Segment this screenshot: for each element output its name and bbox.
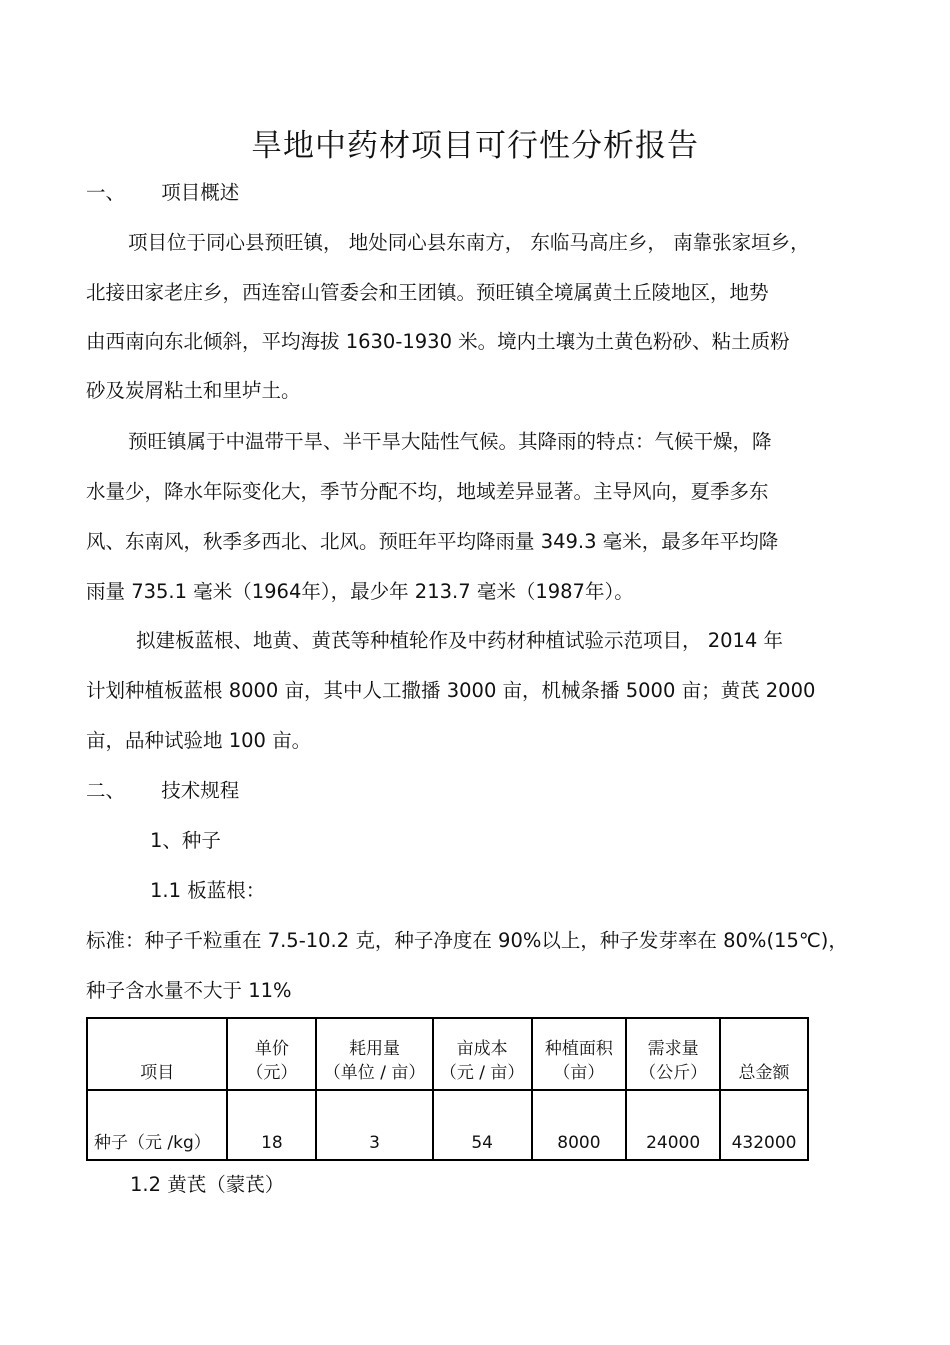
paragraph-line: 项目位于同心县预旺镇， 地处同心县东南方， 东临马高庄乡， 南靠张家垣乡， bbox=[128, 231, 810, 254]
paragraph-line: 拟建板蓝根、地黄、黄芪等种植轮作及中药材种植试验示范项目， 2014 年 bbox=[136, 629, 784, 652]
section-heading-1 bbox=[86, 179, 239, 207]
paragraph-line: 砂及炭屑粘土和里垆土。 bbox=[86, 379, 301, 402]
paragraph-line: 计划种植板蓝根 8000 亩，其中人工撒播 3000 亩，机械条播 5000 亩；黄芪 2000 bbox=[86, 679, 816, 702]
paragraph-line: 风、东南风，秋季多西北、北风。预旺年平均降雨量 349.3 毫米，最多年平均降 bbox=[86, 530, 779, 553]
paragraph-line: 水量少，降水年际变化大，季节分配不均，地域差异显著。主导风向，夏季多东 bbox=[86, 480, 769, 503]
paragraph-line: 预旺镇属于中温带干旱、半干旱大陆性气候。其降雨的特点：气候干燥，降 bbox=[128, 430, 772, 453]
subsection-heading: 1.2 黄芪（蒙芪） bbox=[130, 1173, 285, 1196]
subsection-heading: 1、种子 bbox=[150, 829, 221, 852]
table-header-cell: 总金额 bbox=[720, 1018, 808, 1090]
paragraph-line: 标准：种子千粒重在 7.5-10.2 克，种子净度在 90%以上，种子发芽率在 80%(15℃)， bbox=[86, 929, 848, 952]
table-cell: 8000 bbox=[532, 1090, 627, 1160]
paragraph-line: 北接田家老庄乡，西连窑山管委会和王团镇。预旺镇全境属黄土丘陵地区，地势 bbox=[86, 281, 769, 304]
subsection-heading: 1.1 板蓝根： bbox=[150, 879, 266, 902]
table-header-cell: 单价 （元） bbox=[227, 1018, 316, 1090]
section-number: 二、 bbox=[86, 779, 126, 802]
paragraph-line: 亩，品种试验地 100 亩。 bbox=[86, 729, 312, 752]
section-number: 一、 bbox=[86, 181, 126, 204]
page-title: 旱地中药材项目可行性分析报告 bbox=[251, 128, 699, 164]
table-header-cell: 亩成本 （元 / 亩） bbox=[433, 1018, 532, 1090]
section-title: 技术规程 bbox=[161, 779, 240, 802]
table-row bbox=[87, 1090, 808, 1160]
table-header-cell: 种植面积 （亩） bbox=[532, 1018, 627, 1090]
paragraph-line: 由西南向东北倾斜，平均海拔 1630-1930 米。境内土壤为土黄色粉砂、粘土质粉 bbox=[86, 330, 790, 353]
paragraph-line: 雨量 735.1 毫米（1964年），最少年 213.7 毫米（1987年）。 bbox=[86, 580, 634, 603]
table-header-cell: 项目 bbox=[87, 1018, 227, 1090]
table-header-cell: 需求量 （公斤） bbox=[626, 1018, 720, 1090]
table-cell: 种子（元 /kg） bbox=[87, 1090, 227, 1160]
section-heading-2 bbox=[86, 777, 239, 805]
section-title: 项目概述 bbox=[161, 181, 240, 204]
table-cell: 432000 bbox=[720, 1090, 808, 1160]
table-cell: 3 bbox=[316, 1090, 433, 1160]
table-cell: 24000 bbox=[626, 1090, 720, 1160]
table-header-cell: 耗用量 （单位 / 亩） bbox=[316, 1018, 433, 1090]
paragraph-line: 种子含水量不大于 11% bbox=[86, 979, 292, 1002]
seed-cost-table bbox=[86, 1017, 809, 1161]
table-cell: 18 bbox=[227, 1090, 316, 1160]
table-cell: 54 bbox=[433, 1090, 532, 1160]
table-header-row bbox=[87, 1018, 808, 1090]
